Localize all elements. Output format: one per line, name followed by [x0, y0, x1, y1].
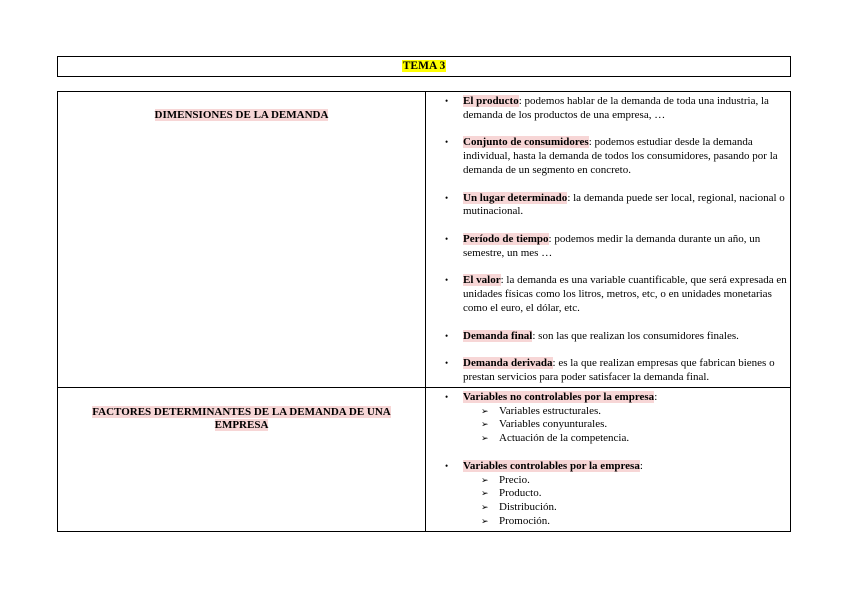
sub-item [463, 501, 788, 515]
section-content-cell [426, 387, 791, 531]
sub-list [463, 405, 788, 446]
sub-item [463, 405, 788, 419]
bullet-list [426, 388, 790, 531]
bullet-icon: • [445, 330, 449, 341]
arrow-bullet-icon: ➢ [481, 433, 489, 444]
list-item [426, 460, 790, 529]
section-heading: DIMENSIONES DE LA DEMANDA [154, 109, 329, 121]
table-row-dimensiones [58, 92, 791, 388]
sub-item [463, 474, 788, 488]
item-term: El producto [463, 95, 519, 107]
item-term: El valor [463, 274, 501, 287]
item-text: : son las que realizan los consumidores finales. [532, 329, 739, 342]
sub-item [463, 487, 788, 501]
bullet-list [426, 92, 790, 387]
arrow-bullet-icon: ➢ [481, 419, 489, 430]
bullet-icon: • [445, 137, 449, 148]
arrow-bullet-icon: ➢ [481, 488, 489, 499]
sub-item-text: Variables conyunturales. [499, 418, 608, 431]
bullet-icon: • [445, 275, 449, 286]
sub-list [463, 474, 788, 529]
group-term: Variables controlables por la empresa [463, 459, 640, 472]
item-text: : la demanda es una variable cuantificable, que será expresada en unidades físicas como los litros, metros, etc, o en unidades monetarias como el euro, el dólar, etc. [463, 274, 787, 314]
item-text: : es la que realizan empresas que fabrican bienes o prestan servicios para poder satisfacer la demanda final. [463, 357, 775, 383]
group-suffix: : [654, 390, 658, 403]
item-text: : la demanda puede ser local, regional, nacional o mutinacional. [463, 191, 785, 218]
section-heading-cell [58, 92, 426, 388]
list-item [426, 136, 790, 177]
list-item [426, 330, 790, 344]
bullet-icon: • [445, 192, 449, 203]
item-term: Demanda derivada [463, 357, 553, 370]
section-heading: FACTORES DETERMINANTES DE LA DEMANDA DE UNA EMPRESA [92, 405, 391, 431]
item-term: Demanda final [463, 329, 533, 342]
list-item [426, 391, 790, 446]
sub-item [463, 418, 788, 432]
list-item [426, 274, 790, 315]
item-text: : podemos estudiar desde la demanda individual, hasta la demanda de todos los consumidores, pasando por la demanda de un segmento en concreto. [463, 136, 778, 176]
sub-item-text: Variables estructurales. [499, 404, 602, 417]
document-title [57, 56, 791, 77]
bullet-icon: • [445, 358, 449, 369]
bullet-icon: • [445, 96, 449, 106]
arrow-bullet-icon: ➢ [481, 474, 489, 485]
bullet-icon: • [445, 460, 449, 471]
item-term: Período de tiempo [463, 232, 549, 245]
list-item [426, 95, 790, 123]
sub-item [463, 515, 788, 529]
sub-item-text: Precio. [499, 473, 530, 486]
bullet-icon: • [445, 233, 449, 244]
content-table [57, 91, 791, 532]
list-item [426, 357, 790, 385]
item-term: Un lugar determinado [463, 191, 568, 204]
arrow-bullet-icon: ➢ [481, 502, 489, 513]
table-row-factores [58, 387, 791, 531]
sub-item-text: Producto. [499, 487, 542, 500]
group-suffix: : [639, 459, 643, 472]
group-term: Variables no controlables por la empresa [463, 390, 655, 403]
section-heading-cell [58, 387, 426, 531]
arrow-bullet-icon: ➢ [481, 405, 489, 416]
sub-item-text: Promoción. [499, 514, 551, 527]
sub-item [463, 432, 788, 446]
item-term: Conjunto de consumidores [463, 136, 589, 149]
item-text: : podemos medir la demanda durante un año, un semestre, un mes … [463, 232, 761, 259]
arrow-bullet-icon: ➢ [481, 515, 489, 526]
list-item [426, 192, 790, 220]
section-content-cell [426, 92, 791, 388]
item-text: : podemos hablar de la demanda de toda una industria, la demanda de los productos de una empresa, … [463, 95, 769, 121]
sub-item-text: Actuación de la competencia. [499, 432, 630, 445]
sub-item-text: Distribución. [499, 501, 557, 514]
bullet-icon: • [445, 391, 449, 402]
title-text: TEMA 3 [402, 60, 446, 72]
list-item [426, 233, 790, 261]
